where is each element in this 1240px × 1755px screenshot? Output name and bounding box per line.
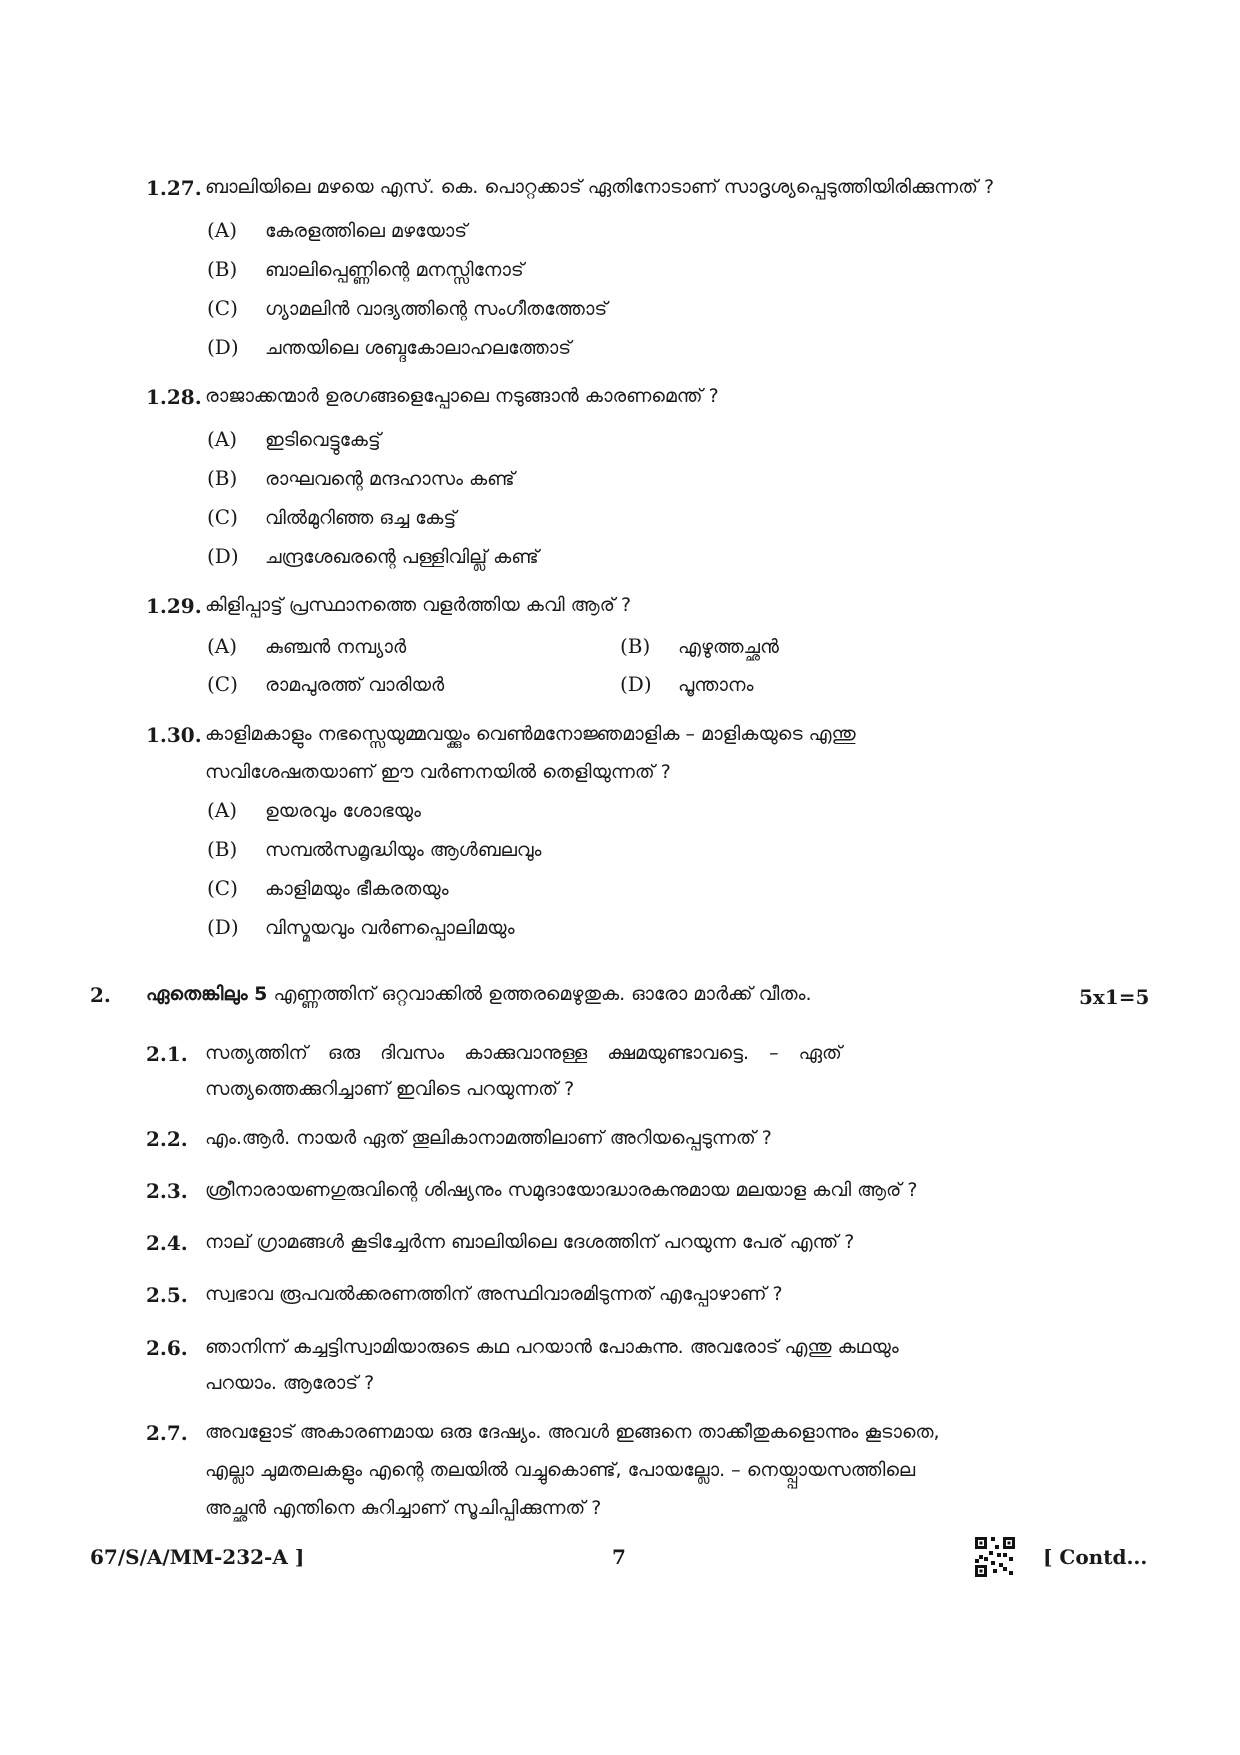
- option-label: (A): [207, 218, 238, 242]
- question-text: നാല് ഗ്രാമങ്ങൾ കൂടിച്ചേർന്ന ബാലിയിലെ ദേശത്തിന് പറയുന്ന പേര് എന്ത് ?: [205, 1231, 855, 1253]
- option-label: (A): [207, 798, 238, 822]
- option-d: [207, 537, 539, 575]
- question-text: രാജാക്കന്മാർ ഉരഗങ്ങളെപ്പോലെ നടുങ്ങാൻ കാരണമെന്ത് ?: [205, 385, 719, 407]
- question-number: 2.1.: [146, 1042, 188, 1066]
- option-label: (C): [207, 876, 238, 900]
- question-text: ശ്രീനാരായണഗുരുവിന്റെ ശിഷ്യനും സമുദായോദ്ധാരകനുമായ മലയാള കവി ആര് ?: [205, 1179, 918, 1201]
- option-a: [207, 791, 421, 829]
- qr-code-icon: [975, 1537, 1015, 1577]
- option-text: സമ്പൽസമൃദ്ധിയും ആൾബലവും: [265, 839, 542, 861]
- option-label: (B): [207, 257, 238, 281]
- option-d: [207, 328, 571, 366]
- option-b: [620, 627, 779, 665]
- option-text: ഉയരവും ശോഭയും: [265, 800, 421, 822]
- option-text: വിസ്മയവും വർണപ്പൊലിമയും: [265, 917, 515, 939]
- option-d: [620, 665, 754, 703]
- section-number: 2.: [90, 983, 111, 1007]
- option-label: (A): [207, 634, 238, 658]
- option-label: (B): [620, 634, 651, 658]
- question-number: 1.27.: [146, 176, 202, 200]
- question-text: ബാലിയിലെ മഴയെ എസ്. കെ. പൊറ്റക്കാട് ഏതിനോടാണ് സാദൃശ്യപ്പെടുത്തിയിരിക്കുന്നത് ?: [205, 176, 995, 198]
- option-b: [207, 459, 515, 497]
- question-text-line-1: അവളോട് അകാരണമായ ഒരു ദേഷ്യം. അവൾ ഇങ്ങനെ താക്കീതുകളൊന്നും കൂടാതെ,: [205, 1421, 940, 1443]
- option-text: ചന്ദ്രശേഖരന്റെ പള്ളിവില്ല് കണ്ട്: [265, 546, 539, 568]
- question-text: കിളിപ്പാട്ട് പ്രസ്ഥാനത്തെ വളർത്തിയ കവി ആര് ?: [205, 594, 632, 616]
- question-number: 2.4.: [146, 1231, 188, 1255]
- option-c: [207, 289, 607, 327]
- option-c: [207, 498, 456, 536]
- option-label: (B): [207, 466, 238, 490]
- option-text: ഗ്യാമലിൻ വാദ്യത്തിന്റെ സംഗീതത്തോട്: [265, 298, 608, 320]
- question-number: 2.6.: [146, 1336, 188, 1360]
- option-label: (D): [207, 915, 239, 939]
- option-text: രാമപുരത്ത് വാരിയർ: [265, 674, 445, 696]
- option-text: എഴുത്തച്ഛൻ: [678, 636, 779, 658]
- question-number: 2.5.: [146, 1283, 188, 1307]
- option-label: (A): [207, 427, 238, 451]
- option-text: കുഞ്ചൻ നമ്പ്യാർ: [265, 636, 407, 658]
- section-instructions: [146, 983, 812, 1005]
- option-c: [207, 665, 444, 703]
- instruction-emphasis: ഏതെങ്കിലും 5: [146, 983, 268, 1005]
- page-number: 7: [612, 1545, 626, 1569]
- question-number: 2.7.: [146, 1421, 188, 1445]
- question-text-line-1: കാളിമകാളും നഭസ്സെയുമ്മവയ്ക്കും വെൺമനോജ്ഞമാളിക – മാളികയുടെ എന്തു: [205, 723, 856, 745]
- option-label: (D): [620, 672, 652, 696]
- option-text: ഇടിവെട്ടുകേട്ട്: [265, 429, 381, 451]
- question-text: എം.ആർ. നായർ ഏത് തൂലികാനാമത്തിലാണ് അറിയപ്പെടുന്നത് ?: [205, 1127, 772, 1149]
- section-marks: 5x1=5: [1079, 985, 1150, 1009]
- paper-code: 67/S/A/MM-232-A ]: [90, 1545, 305, 1569]
- option-label: (D): [207, 335, 239, 359]
- option-text: ബാലിപ്പെണ്ണിന്റെ മനസ്സിനോട്: [265, 259, 524, 281]
- option-label: (D): [207, 544, 239, 568]
- option-b: [207, 250, 524, 288]
- option-text: രാഘവന്റെ മന്ദഹാസം കണ്ട്: [265, 468, 515, 490]
- question-text: സ്വഭാവ രൂപവൽക്കരണത്തിന് അസ്ഥിവാരമിടുന്നത് എപ്പോഴാണ് ?: [205, 1283, 783, 1305]
- option-a: [207, 627, 406, 665]
- question-text-line-1: ഞാനിന്ന് കച്ചട്ടിസ്വാമിയാരുടെ കഥ പറയാൻ പോകുന്നു. അവരോട് എന്തു കഥയും: [205, 1336, 899, 1358]
- option-text: കാളിമയും ഭീകരതയും: [265, 878, 449, 900]
- question-number: 1.30.: [146, 723, 202, 747]
- question-number: 1.29.: [146, 594, 202, 618]
- option-text: ചന്തയിലെ ശബ്ദകോലാഹലത്തോട്: [265, 337, 572, 359]
- question-text-line-3: അച്ഛൻ എന്തിനെ കുറിച്ചാണ് സൂചിപ്പിക്കുന്നത് ?: [205, 1497, 602, 1519]
- option-text: പൂന്താനം: [678, 674, 754, 696]
- option-a: [207, 211, 467, 249]
- question-text-line-2: സത്യത്തെക്കുറിച്ചാണ് ഇവിടെ പറയുന്നത് ?: [205, 1078, 575, 1100]
- option-label: (C): [207, 505, 238, 529]
- option-text: കേരളത്തിലെ മഴയോട്: [265, 220, 468, 242]
- option-b: [207, 830, 542, 868]
- option-label: (B): [207, 837, 238, 861]
- question-number: 2.2.: [146, 1127, 188, 1151]
- question-text-line-1: സത്യത്തിന് ഒരു ദിവസം കാക്കുവാനുള്ള ക്ഷമയുണ്ടാവട്ടെ. – ഏത്: [205, 1042, 842, 1064]
- question-text-line-2: സവിശേഷതയാണ് ഈ വർണനയിൽ തെളിയുന്നത് ?: [205, 761, 671, 783]
- option-label: (C): [207, 672, 238, 696]
- question-number: 2.3.: [146, 1179, 188, 1203]
- question-number: 1.28.: [146, 385, 202, 409]
- option-label: (C): [207, 296, 238, 320]
- question-text-line-2: എല്ലാ ചുമതലകളും എന്റെ തലയിൽ വച്ചുകൊണ്ട്, പോയല്ലോ. – നെയ്പ്പായസത്തിലെ: [205, 1459, 916, 1481]
- option-text: വിൽമുറിഞ്ഞ ഒച്ച കേട്ട്: [265, 507, 457, 529]
- option-c: [207, 869, 449, 907]
- option-a: [207, 420, 381, 458]
- question-text-line-2: പറയാം. ആരോട് ?: [205, 1372, 375, 1394]
- option-d: [207, 908, 515, 946]
- instruction-text: എണ്ണത്തിന് ഒറ്റവാക്കിൽ ഉത്തരമെഴുതുക. ഓരോ മാർക്ക് വീതം.: [273, 983, 812, 1005]
- continued-marker: [ Contd...: [1043, 1545, 1148, 1569]
